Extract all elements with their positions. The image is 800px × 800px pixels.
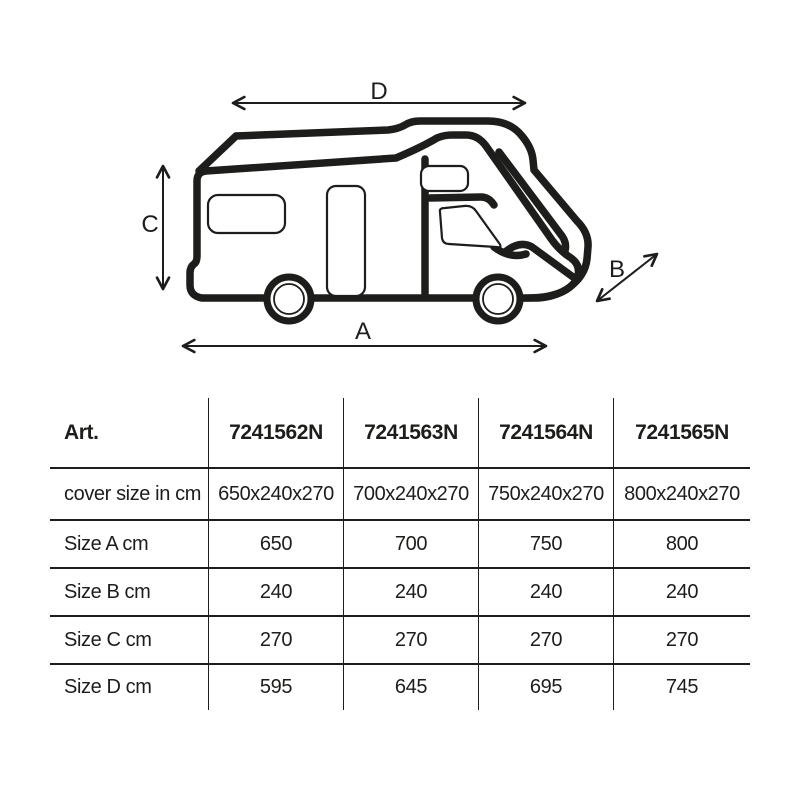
table-header-cell: 7241564N xyxy=(478,398,613,467)
table-cell: 645 xyxy=(343,663,478,710)
alcove-window xyxy=(421,166,468,191)
table-cell: Size D cm xyxy=(50,663,208,710)
table-cell: 240 xyxy=(478,567,613,615)
table-header-cell: Art. xyxy=(64,420,99,444)
table-cell: 270 xyxy=(208,615,343,663)
table-cell: 695 xyxy=(478,663,613,710)
table-cell: 800 xyxy=(613,519,750,567)
table-cell: 800x240x270 xyxy=(613,467,750,519)
table-cell: 700 xyxy=(343,519,478,567)
table-cell: 240 xyxy=(613,567,750,615)
table-cell: Size A cm xyxy=(50,519,208,567)
table-cell: Size C cm xyxy=(50,615,208,663)
entry-door xyxy=(327,186,365,296)
size-table xyxy=(50,398,750,710)
table-cell: 750 xyxy=(478,519,613,567)
table-cell: 270 xyxy=(478,615,613,663)
dim-label-d: D xyxy=(370,78,388,105)
rear-side-window xyxy=(208,195,285,233)
table-cell: 650 xyxy=(208,519,343,567)
table-cell: 270 xyxy=(613,615,750,663)
table-cell: 650x240x270 xyxy=(208,467,343,519)
table-header-cell: 7241562N xyxy=(208,398,343,467)
table-cell: 745 xyxy=(613,663,750,710)
table-cell: 270 xyxy=(343,615,478,663)
dim-label-b: B xyxy=(608,256,626,283)
table-header-cell: 7241563N xyxy=(343,398,478,467)
table-cell: cover size in cm xyxy=(50,467,208,519)
table-cell: 700x240x270 xyxy=(343,467,478,519)
table-cell: 595 xyxy=(208,663,343,710)
table-cell: 240 xyxy=(208,567,343,615)
table-cell: 240 xyxy=(343,567,478,615)
dim-label-c: C xyxy=(141,211,159,238)
dim-arrow-b xyxy=(597,254,657,301)
table-header-cell: 7241565N xyxy=(613,398,750,467)
dim-label-a: A xyxy=(354,318,372,345)
table-cell: 750x240x270 xyxy=(478,467,613,519)
table-cell: Size B cm xyxy=(50,567,208,615)
